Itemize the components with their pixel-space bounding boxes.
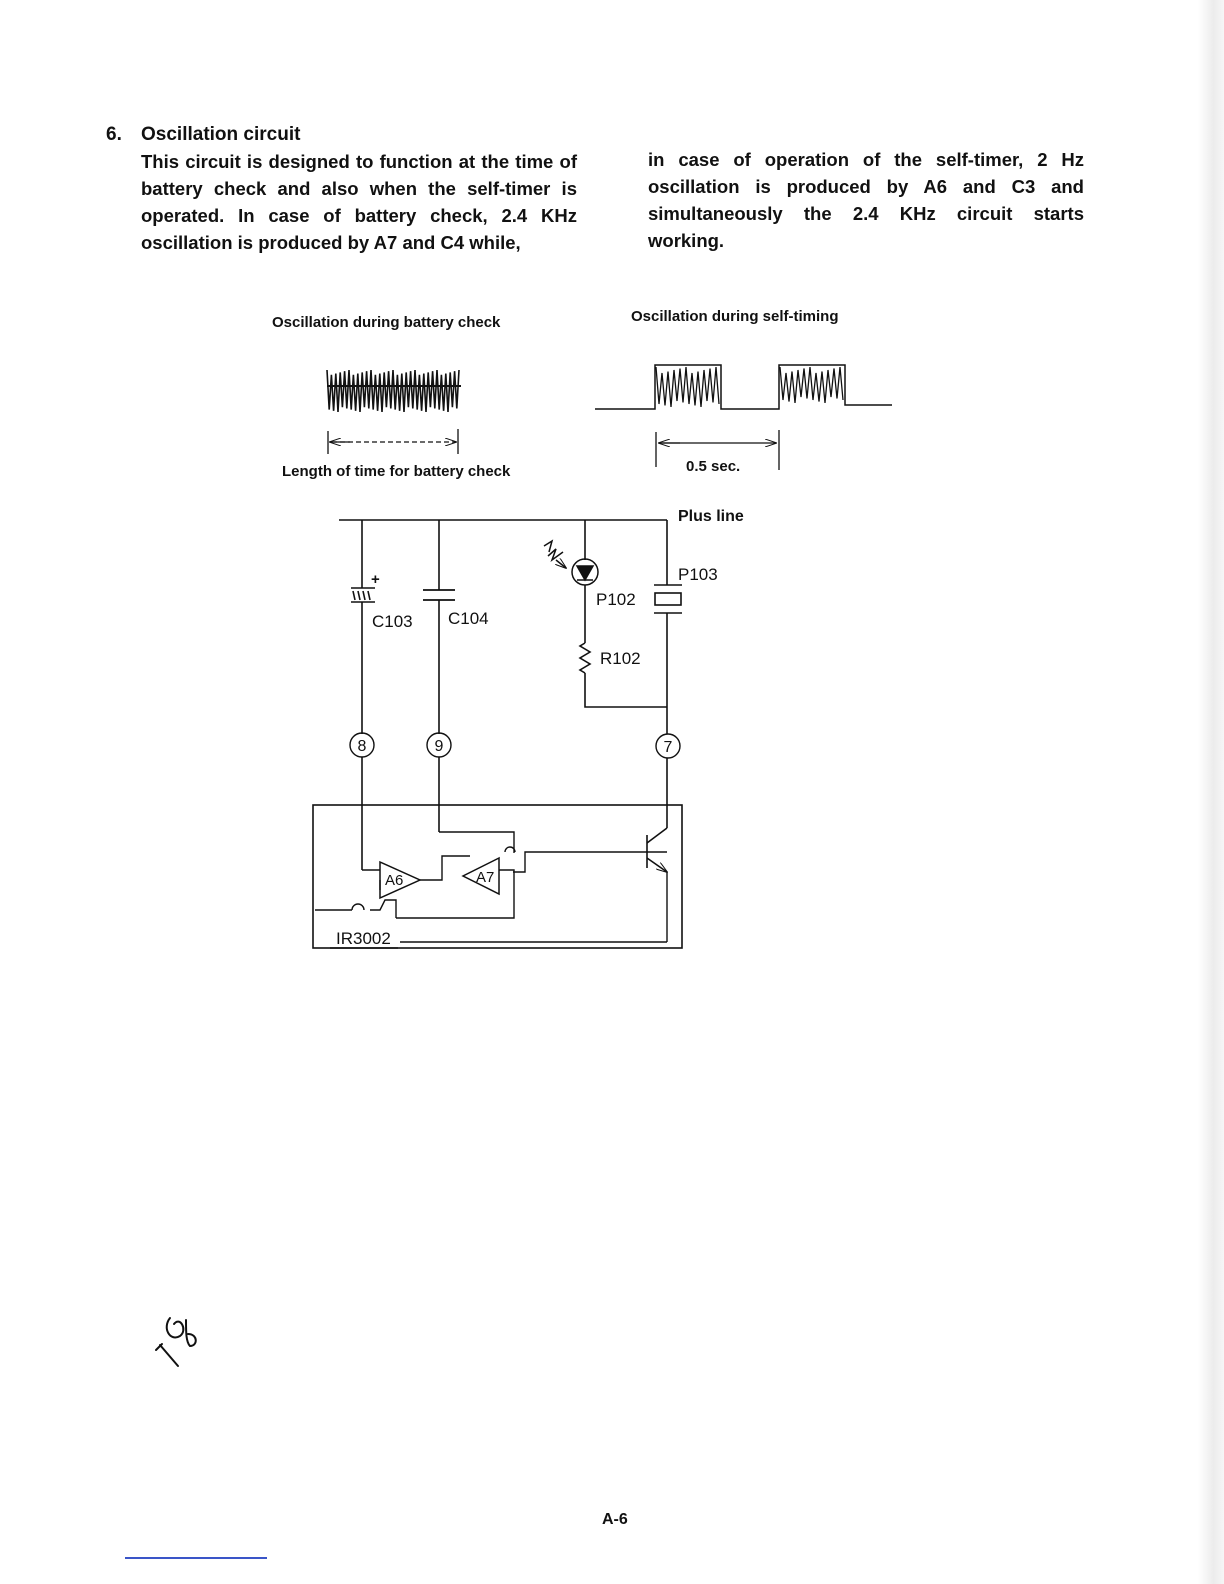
ic-ir3002-box	[313, 805, 682, 948]
battery-check-duration-arrow	[328, 429, 458, 454]
battery-check-duration-label: Length of time for battery check	[282, 463, 511, 480]
c103-polarity-mark: +	[371, 571, 380, 588]
r102-label: R102	[600, 649, 641, 668]
self-timing-period-arrow	[656, 430, 779, 470]
amplifier-a7-label: A7	[476, 869, 495, 886]
battery-check-waveform	[327, 370, 461, 412]
pin-8-label: 8	[357, 738, 367, 755]
schematic-wires	[339, 520, 667, 870]
paragraph-right: in case of operation of the self-timer, 2 Hz oscillation is produced by A6 and C3 and simultaneously the 2.4 KHz circuit starts working.	[648, 149, 1084, 251]
photocell-p102-symbol	[544, 541, 598, 585]
capacitor-c103-symbol	[351, 588, 375, 602]
element-p103-symbol	[654, 585, 682, 613]
c104-label: C104	[448, 609, 489, 628]
self-timing-waveform	[595, 365, 892, 409]
section-title: Oscillation circuit	[141, 124, 301, 145]
pin-circles	[350, 733, 680, 758]
paragraph-left: This circuit is designed to function at the time of battery check and also when the self-timer is operated. In case of battery check, 2.4 KHz oscillation is produced by A7 and C4 while,	[141, 151, 577, 253]
p102-label: P102	[596, 590, 636, 609]
pin-7-label: 7	[663, 739, 673, 756]
page-number: A-6	[602, 1511, 628, 1528]
c103-label: C103	[372, 612, 413, 631]
handwritten-mark	[156, 1318, 196, 1366]
pin-9-label: 9	[434, 738, 444, 755]
plus-line-label: Plus line	[678, 508, 744, 525]
bottom-rule	[125, 1557, 267, 1559]
capacitor-c104-symbol	[423, 590, 455, 600]
amplifier-a6-label: A6	[385, 872, 404, 889]
battery-check-caption: Oscillation during battery check	[272, 314, 501, 331]
self-timing-caption: Oscillation during self-timing	[631, 308, 839, 325]
p103-label: P103	[678, 565, 718, 584]
ic-label: IR3002	[336, 929, 391, 948]
self-timing-period-label: 0.5 sec.	[686, 458, 741, 475]
ic-internal-wiring	[315, 832, 667, 942]
section-number: 6.	[106, 124, 122, 145]
output-transistor-symbol	[647, 828, 667, 872]
